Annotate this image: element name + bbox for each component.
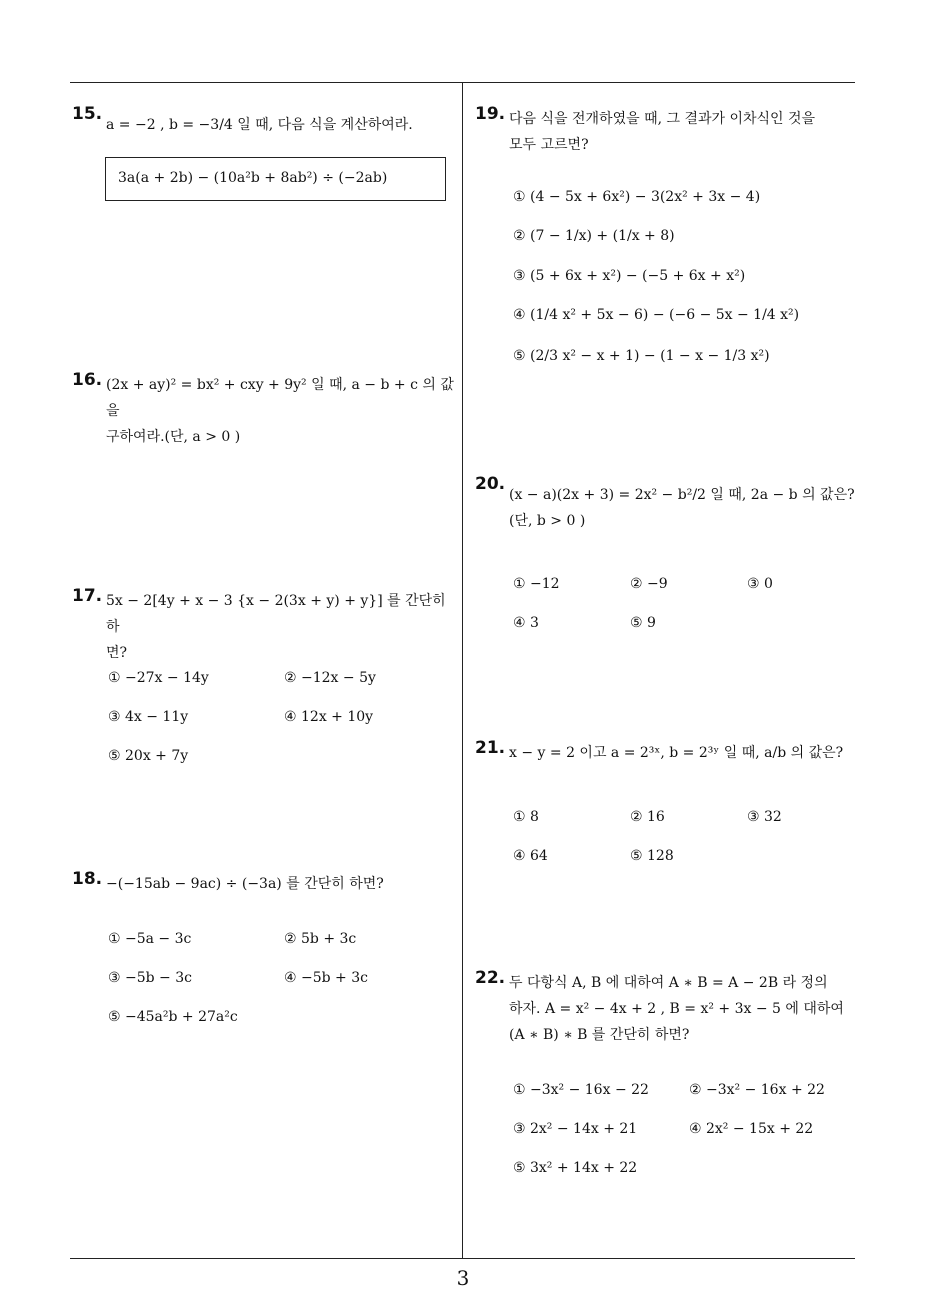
option-3[interactable]: ③ −5b − 3c [108, 970, 192, 986]
option-4[interactable]: ④ −5b + 3c [284, 970, 368, 986]
option-2[interactable]: ② −3x² − 16x + 22 [689, 1082, 825, 1098]
option-5[interactable]: ⑤ 3x² + 14x + 22 [513, 1160, 638, 1176]
option-1[interactable]: ① (4 − 5x + 6x²) − 3(2x² + 3x − 4) [513, 189, 761, 205]
option-2[interactable]: ② (7 − 1/x) + (1/x + 8) [513, 228, 675, 244]
question-21 [475, 738, 860, 878]
question-text: (x − a)(2x + 3) = 2x² − b²/2 일 때, 2a − b 의 값은? (단, b > 0 ) [509, 487, 855, 529]
option-5[interactable]: ⑤ 9 [630, 615, 656, 631]
question-text: 다음 식을 전개하였을 때, 그 결과가 이차식인 것을 모두 고르면? [509, 111, 816, 153]
option-3[interactable]: ③ (5 + 6x + x²) − (−5 + 6x + x²) [513, 268, 746, 284]
question-number: 15. [72, 104, 103, 124]
option-1[interactable]: ① 8 [513, 809, 539, 825]
option-4[interactable]: ④ 12x + 10y [284, 709, 374, 725]
question-number: 16. [72, 370, 103, 390]
question-18 [72, 869, 457, 1039]
option-1[interactable]: ① −3x² − 16x − 22 [513, 1082, 649, 1098]
option-3[interactable]: ③ 4x − 11y [108, 709, 189, 725]
question-number: 22. [475, 968, 506, 988]
question-text: x − y = 2 이고 a = 2³ˣ, b = 2³ʸ 일 때, a/b 의 값은? [509, 745, 844, 761]
question-17 [72, 586, 457, 776]
option-3[interactable]: ③ 2x² − 14x + 21 [513, 1121, 638, 1137]
question-number: 18. [72, 869, 103, 889]
question-text: −(−15ab − 9ac) ÷ (−3a) 를 간단히 하면? [106, 876, 384, 892]
option-5[interactable]: ⑤ 128 [630, 848, 674, 864]
question-text: (2x + ay)² = bx² + cxy + 9y² 일 때, a − b + c 의 값을 구하여라.(단, a > 0 ) [106, 377, 454, 445]
question-number: 21. [475, 738, 506, 758]
question-22 [475, 968, 860, 1188]
option-2[interactable]: ② −9 [630, 576, 668, 592]
question-15 [72, 104, 457, 214]
option-4[interactable]: ④ (1/4 x² + 5x − 6) − (−6 − 5x − 1/4 x²) [513, 307, 800, 323]
option-1[interactable]: ① −12 [513, 576, 560, 592]
option-4[interactable]: ④ 2x² − 15x + 22 [689, 1121, 814, 1137]
question-text: a = −2 , b = −3/4 일 때, 다음 식을 계산하여라. [106, 117, 413, 133]
page-number: 3 [456, 1266, 470, 1290]
question-number: 17. [72, 586, 103, 606]
question-text: 5x − 2[4y + x − 3 {x − 2(3x + y) + y}] 를 간단히 하 면? [106, 593, 446, 661]
question-text: 두 다항식 A, B 에 대하여 A ∗ B = A − 2B 라 정의 하자. A = x² − 4x + 2 , B = x² + 3x − 5 에 대하여 (A ∗ B) ∗ B 를 간단히 하면? [509, 975, 844, 1043]
column-divider [462, 83, 463, 1258]
question-number: 20. [475, 474, 506, 494]
option-5[interactable]: ⑤ 20x + 7y [108, 748, 189, 764]
option-1[interactable]: ① −27x − 14y [108, 670, 209, 686]
option-5[interactable]: ⑤ (2/3 x² − x + 1) − (1 − x − 1/3 x²) [513, 348, 770, 364]
option-2[interactable]: ② −12x − 5y [284, 670, 376, 686]
question-20 [475, 474, 860, 644]
bottom-rule [70, 1258, 855, 1259]
option-4[interactable]: ④ 3 [513, 615, 539, 631]
question-16 [72, 370, 457, 445]
option-3[interactable]: ③ 32 [747, 809, 782, 825]
question-19 [475, 104, 860, 384]
option-1[interactable]: ① −5a − 3c [108, 931, 192, 947]
question-number: 19. [475, 104, 506, 124]
option-5[interactable]: ⑤ −45a²b + 27a²c [108, 1009, 238, 1025]
expression-box: 3a(a + 2b) − (10a²b + 8ab²) ÷ (−2ab) [105, 157, 446, 201]
option-2[interactable]: ② 5b + 3c [284, 931, 357, 947]
option-2[interactable]: ② 16 [630, 809, 665, 825]
option-4[interactable]: ④ 64 [513, 848, 548, 864]
option-3[interactable]: ③ 0 [747, 576, 773, 592]
